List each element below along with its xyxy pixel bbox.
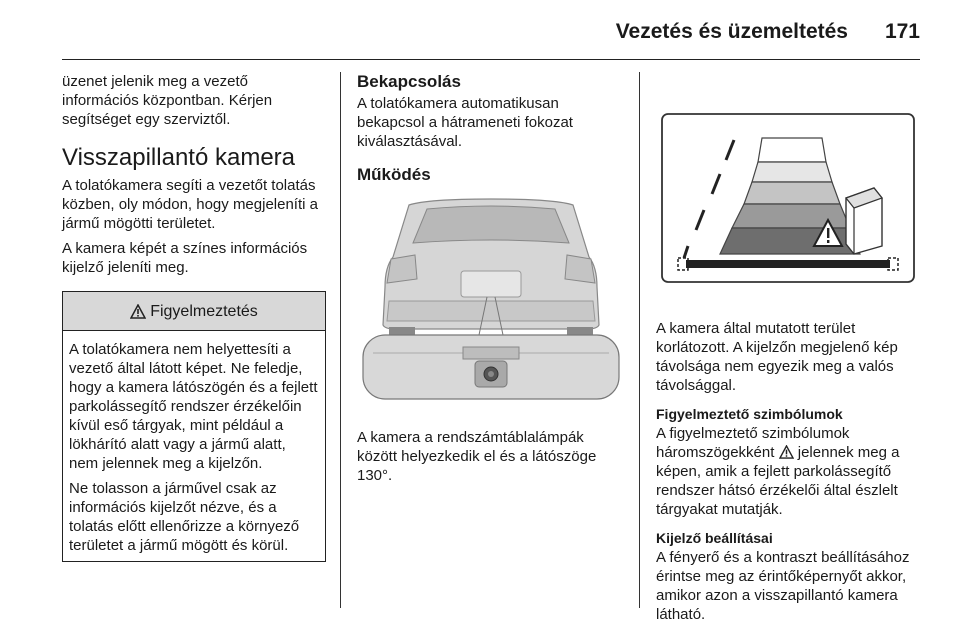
display-area-paragraph: A kamera által mutatott terület korlátozott. A kijelzőn megjelenő kép távolsága nem egyezik meg a valós távolsággal.: [656, 320, 898, 394]
warning-triangle-icon: [779, 445, 794, 459]
page-number: 171: [884, 20, 920, 43]
display-settings-paragraph: A fényerő és a kontraszt beállításához érintse meg az érintőképernyőt akkor, amikor azon a visszapillantó kamera látható.: [656, 549, 910, 623]
section-heading-warning-symbols: Figyelmeztető szimbólumok: [656, 406, 843, 422]
camera-paragraph-2: A kamera képét a színes információs kijelző jeleníti meg.: [62, 240, 308, 276]
column-right: [656, 72, 922, 630]
car-rear-camera-illustration: [357, 197, 625, 407]
warning-box: [62, 291, 326, 562]
column-left: [62, 72, 326, 562]
activation-paragraph: A tolatókamera automatikusan bekapcsol a hátrameneti fokozat kiválasztásával.: [357, 95, 573, 150]
section-heading-camera: Visszapillantó kamera: [62, 144, 296, 171]
section-heading-operation: Működés: [357, 165, 431, 184]
warning-symbols-paragraph: [656, 424, 922, 519]
header-divider: [62, 59, 920, 60]
warning-symbols-text-b: jelennek meg a képen, amik a fejlett parkolássegítő rendszer hátsó érzékelői által észlelt tárgyakat mutatják.: [656, 444, 900, 518]
column-middle: [357, 72, 625, 491]
parking-display-illustration: [656, 80, 920, 302]
column-divider-left: [340, 72, 341, 608]
warning-symbols-text-a: A figyelmeztető szimbólumok háromszögekként: [656, 425, 850, 461]
camera-paragraph-1: A tolatókamera segíti a vezetőt tolatás közben, oly módon, hogy megjeleníti a jármű mögötti területet.: [62, 177, 318, 232]
warning-body: [63, 331, 325, 561]
page-header: [62, 0, 920, 60]
section-heading-display-settings: Kijelző beállításai: [656, 530, 773, 546]
warning-paragraph-1: A tolatókamera nem helyettesíti a vezető által látott képet. Ne feledje, hogy a kamera látószögén és a fejlett parkolássegítő rendszer érzékelőin kívül eső tárgyak, mint például a lökhárító alatt vagy a jármű alatt, nem jelennek meg a kijelzőn.: [69, 341, 318, 472]
section-heading-activation: Bekapcsolás: [357, 72, 461, 91]
warning-header: [63, 292, 325, 331]
header-title: Vezetés és üzemeltetés: [615, 20, 848, 43]
intro-text: üzenet jelenik meg a vezető információs központban. Kérjen segítséget egy szerviztől.: [62, 73, 273, 128]
camera-position-caption: A kamera a rendszámtáblalámpák között helyezkedik el és a látószöge 130°.: [357, 429, 597, 484]
warning-triangle-icon: [130, 304, 146, 319]
warning-title: Figyelmeztetés: [150, 302, 258, 320]
warning-paragraph-2: Ne tolasson a járművel csak az információs kijelzőt nézve, és a tolatás előtt ellenőrizze a környező területet a jármű mögött és körül.: [69, 480, 300, 554]
column-divider-right: [639, 72, 640, 608]
